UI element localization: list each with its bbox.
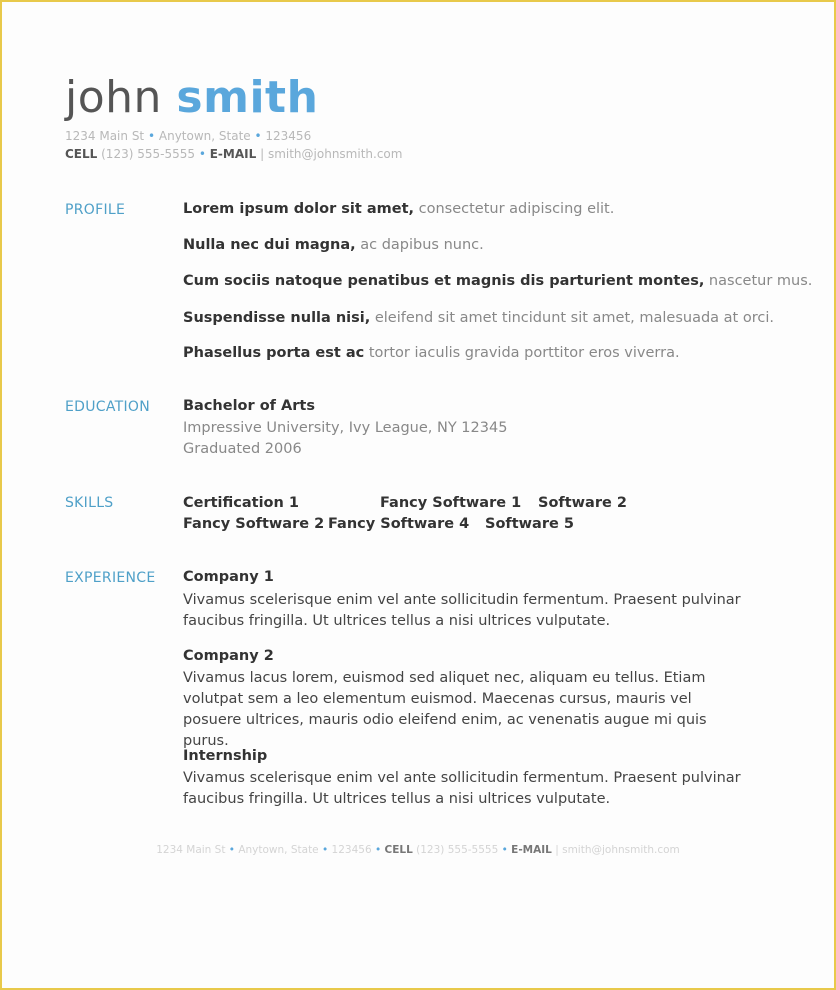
section-label-profile: PROFILE — [65, 202, 126, 218]
footer-address: 1234 Main St — [156, 844, 226, 856]
profile-item-bold: Nulla nec dui magna, — [183, 237, 356, 253]
separator-dot: • — [322, 844, 329, 856]
profile-item — [183, 201, 614, 217]
profile-item-text: consectetur adipiscing elit. — [414, 201, 615, 217]
section-label-education: EDUCATION — [65, 399, 151, 415]
profile-item — [183, 237, 484, 253]
first-name: john — [65, 72, 162, 123]
section-label-skills: SKILLS — [65, 495, 114, 511]
contact-address: 1234 Main St — [65, 129, 145, 143]
profile-item — [183, 345, 680, 361]
contact-address-line — [65, 128, 311, 144]
skill-item: Fancy Software 4 — [328, 516, 470, 532]
footer-city: Anytown, State — [238, 844, 319, 856]
skill-item: Fancy Software 1 — [380, 495, 522, 511]
contact-city: Anytown, State — [158, 129, 251, 143]
profile-item-text: nascetur mus. — [704, 273, 813, 289]
last-name: smith — [176, 72, 319, 123]
experience-title: Company 1 — [183, 569, 274, 585]
footer-cell-label: CELL — [384, 844, 413, 856]
profile-item — [183, 310, 774, 326]
cell-value: (123) 555-5555 — [101, 147, 195, 161]
experience-title: Company 2 — [183, 648, 274, 664]
separator-dot: • — [254, 129, 262, 143]
skill-item: Fancy Software 2 — [183, 516, 325, 532]
contact-phone-email-line: CELL (123) 555-5555 • E-MAIL | smith@johnsmith.com — [65, 147, 403, 161]
section-label-experience: EXPERIENCE — [65, 570, 156, 586]
profile-item-bold: Suspendisse nulla nisi, — [183, 310, 371, 326]
footer-cell-value: (123) 555-5555 — [416, 844, 499, 856]
footer-contact: 1234 Main St • Anytown, State • 123456 • CELL (123) 555-5555 • E-MAIL | smith@johnsmith.com — [156, 844, 680, 856]
profile-item-text: ac dapibus nunc. — [355, 237, 484, 253]
cell-label: CELL — [65, 147, 98, 161]
separator-dot: • — [501, 844, 508, 856]
experience-description: Vivamus scelerisque enim vel ante sollicitudin fermentum. Praesent pulvinar faucibus fringilla. Ut ultrices tellus a nisi ultrices vulputate. — [183, 592, 741, 629]
profile-item — [183, 273, 812, 289]
footer-zip: 123456 — [331, 844, 372, 856]
profile-item-text: eleifend sit amet tincidunt sit amet, malesuada at orci. — [370, 310, 774, 326]
separator-dot: • — [198, 147, 206, 161]
experience-description: Vivamus lacus lorem, euismod sed aliquet nec, aliquam eu tellus. Etiam volutpat sem a leo elementum euismod. Maecenas cursus, mauris vel posuere ultrices, mauris odio eleifend enim, ac venenatis augue mi quis purus. — [183, 670, 707, 749]
profile-item-bold: Cum sociis natoque penatibus et magnis dis parturient montes, — [183, 273, 705, 289]
footer-email-value: smith@johnsmith.com — [562, 844, 680, 856]
separator-dot: • — [147, 129, 156, 143]
resume-name — [65, 70, 318, 126]
profile-item-text: tortor iaculis gravida porttitor eros viverra. — [364, 345, 680, 361]
education-school: Impressive University, Ivy League, NY 12345 — [183, 420, 508, 436]
footer-email-label: E-MAIL — [511, 844, 552, 856]
profile-item-bold: Phasellus porta est ac — [183, 345, 365, 361]
email-label: E-MAIL — [209, 147, 257, 161]
experience-description: Vivamus scelerisque enim vel ante sollicitudin fermentum. Praesent pulvinar faucibus fringilla. Ut ultrices tellus a nisi ultrices vulputate. — [183, 770, 741, 807]
skill-item: Certification 1 — [183, 495, 299, 511]
education-graduated: Graduated 2006 — [183, 441, 302, 457]
education-degree: Bachelor of Arts — [183, 398, 315, 414]
skill-item: Software 5 — [485, 516, 574, 532]
contact-zip: 123456 — [265, 129, 312, 143]
separator-dot: • — [374, 844, 382, 856]
skill-item: Software 2 — [538, 495, 627, 511]
email-value: smith@johnsmith.com — [267, 147, 403, 161]
separator-dot: • — [228, 844, 235, 856]
profile-item-bold: Lorem ipsum dolor sit amet, — [183, 201, 415, 217]
experience-title: Internship — [183, 748, 268, 764]
